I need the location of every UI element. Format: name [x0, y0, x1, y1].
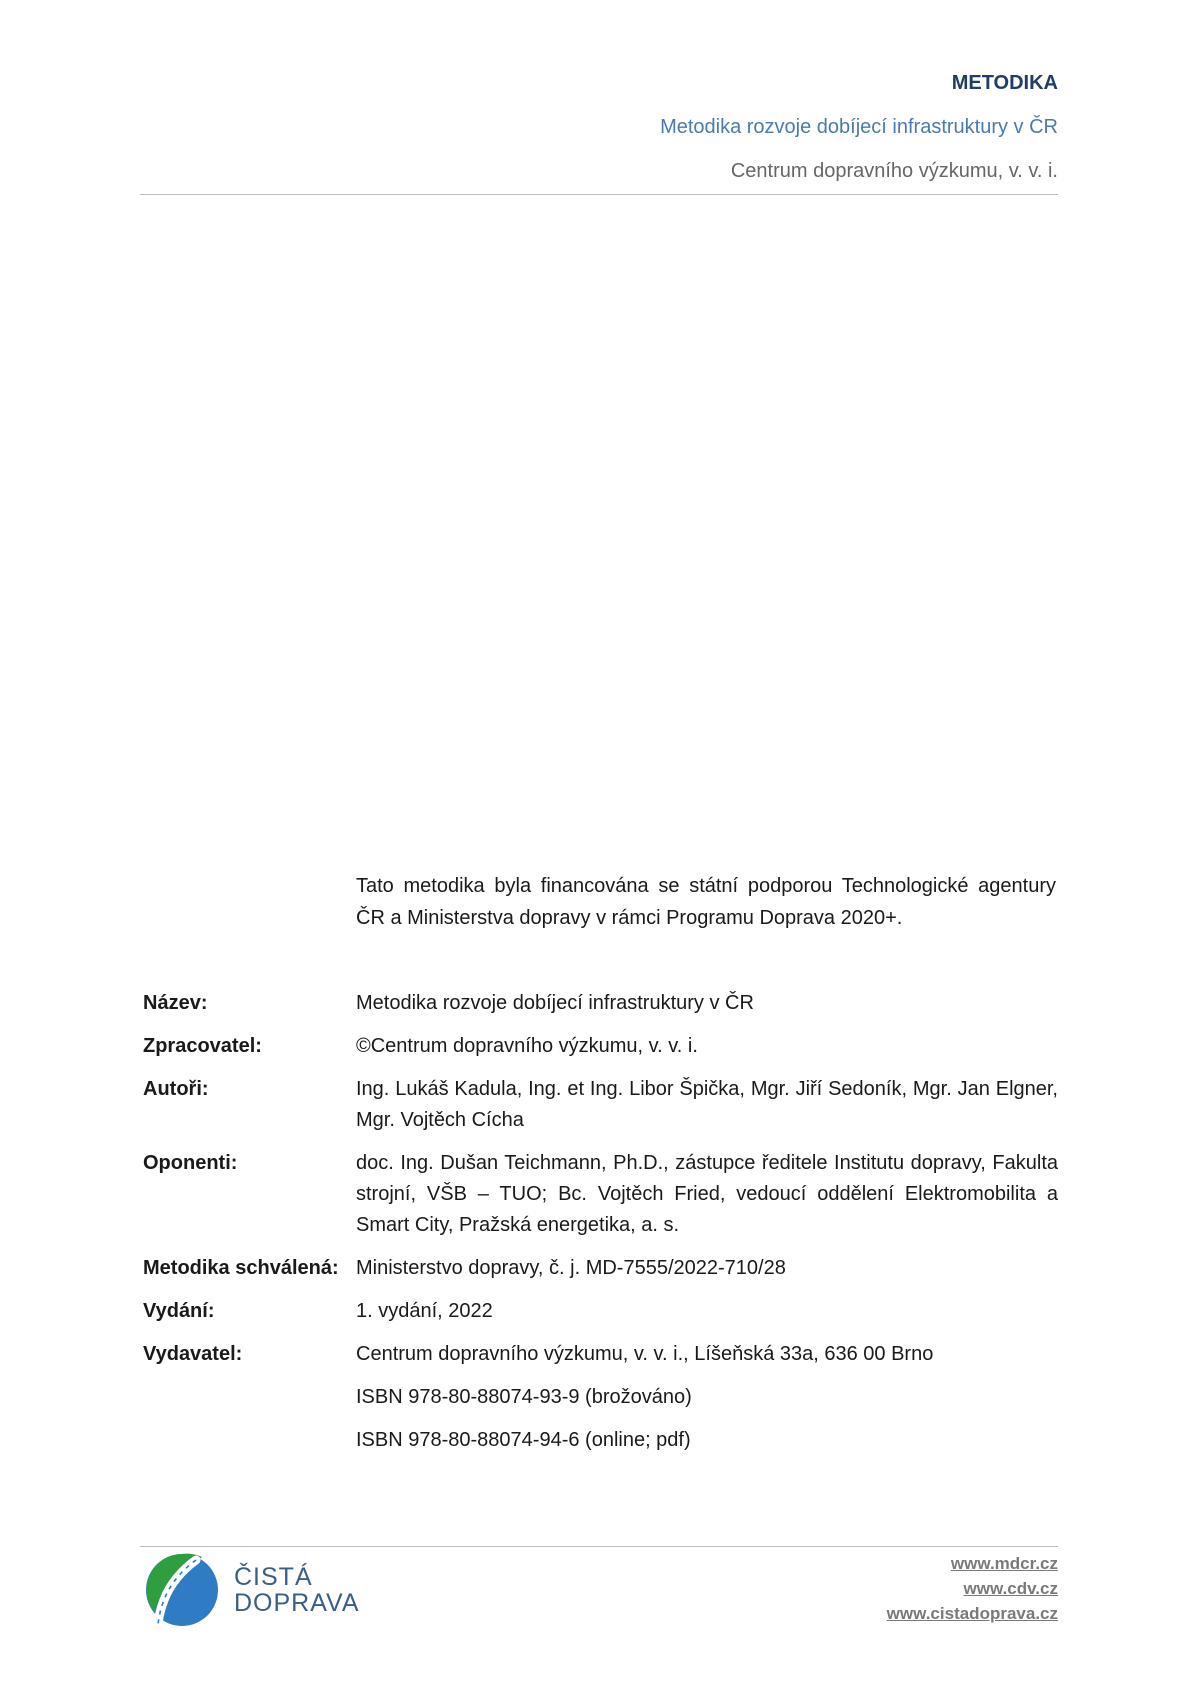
logo-text-line1: ČISTÁ	[234, 1563, 313, 1591]
metadata-row	[143, 1031, 1058, 1062]
metadata-row	[143, 1253, 1058, 1284]
cista-doprava-logo	[140, 1548, 360, 1632]
metadata-row	[143, 1148, 1058, 1241]
logo-text-line2: DOPRAVA	[234, 1589, 360, 1617]
link-mdcr[interactable]: www.mdcr.cz	[950, 1554, 1058, 1573]
header-organization: Centrum dopravního výzkumu, v. v. i.	[730, 160, 1058, 182]
metadata-values	[356, 1339, 1058, 1456]
metadata-value: Metodika rozvoje dobíjecí infrastruktury v ČR	[356, 992, 754, 1014]
header-divider	[140, 194, 1058, 195]
metadata-row	[143, 988, 1058, 1019]
footer-divider	[140, 1546, 1058, 1547]
link-cdv[interactable]: www.cdv.cz	[963, 1579, 1058, 1598]
metadata-row	[143, 1074, 1058, 1136]
road-logo-icon	[140, 1548, 224, 1632]
metadata-value: Ministerstvo dopravy, č. j. MD-7555/2022-710/28	[356, 1257, 786, 1279]
metadata-value: 1. vydání, 2022	[356, 1300, 493, 1322]
document-header	[140, 70, 1058, 184]
metadata-label: Název:	[143, 992, 208, 1014]
metadata-row	[143, 1339, 1058, 1456]
metadata-value: Centrum dopravního výzkumu, v. v. i., Líšeňská 33a, 636 00 Brno	[356, 1343, 934, 1365]
metadata-value: doc. Ing. Dušan Teichmann, Ph.D., zástupce ředitele Institutu dopravy, Fakulta strojní, VŠB – TUO; Bc. Vojtěch Fried, vedoucí oddělení Elektromobilita a Smart City, Pražská energetika, a. s.	[356, 1152, 1058, 1236]
metadata-value: ISBN 978-80-88074-94-6 (online; pdf)	[356, 1429, 691, 1451]
metadata-label: Vydavatel:	[143, 1343, 243, 1365]
metadata-values	[356, 1296, 1058, 1327]
metadata-value: ISBN 978-80-88074-93-9 (brožováno)	[356, 1386, 692, 1408]
document-type-title: METODIKA	[951, 72, 1058, 94]
link-cistadoprava[interactable]: www.cistadoprava.cz	[886, 1604, 1058, 1623]
metadata-value: ©Centrum dopravního výzkumu, v. v. i.	[356, 1035, 698, 1057]
metadata-values	[356, 1074, 1058, 1136]
logo-wordmark	[234, 1564, 360, 1616]
metadata-label: Zpracovatel:	[143, 1035, 262, 1057]
metadata-label: Autoři:	[143, 1078, 209, 1100]
footer-links	[887, 1551, 1058, 1626]
metadata-table	[143, 988, 1058, 1468]
metadata-values	[356, 1148, 1058, 1241]
metadata-values	[356, 988, 1058, 1019]
metadata-value: Ing. Lukáš Kadula, Ing. et Ing. Libor Špička, Mgr. Jiří Sedoník, Mgr. Jan Elgner, Mgr. Vojtěch Cícha	[356, 1078, 1058, 1131]
metadata-row	[143, 1296, 1058, 1327]
funding-note: Tato metodika byla financována se státní podporou Technologické agentury ČR a Ministerstva dopravy v rámci Programu Doprava 2020+.	[356, 875, 1056, 929]
metadata-label: Vydání:	[143, 1300, 215, 1322]
metadata-label: Oponenti:	[143, 1152, 238, 1174]
metadata-values	[356, 1031, 1058, 1062]
document-subtitle: Metodika rozvoje dobíjecí infrastruktury v ČR	[660, 116, 1058, 138]
metadata-values	[356, 1253, 1058, 1284]
metadata-label: Metodika schválená:	[143, 1257, 339, 1279]
